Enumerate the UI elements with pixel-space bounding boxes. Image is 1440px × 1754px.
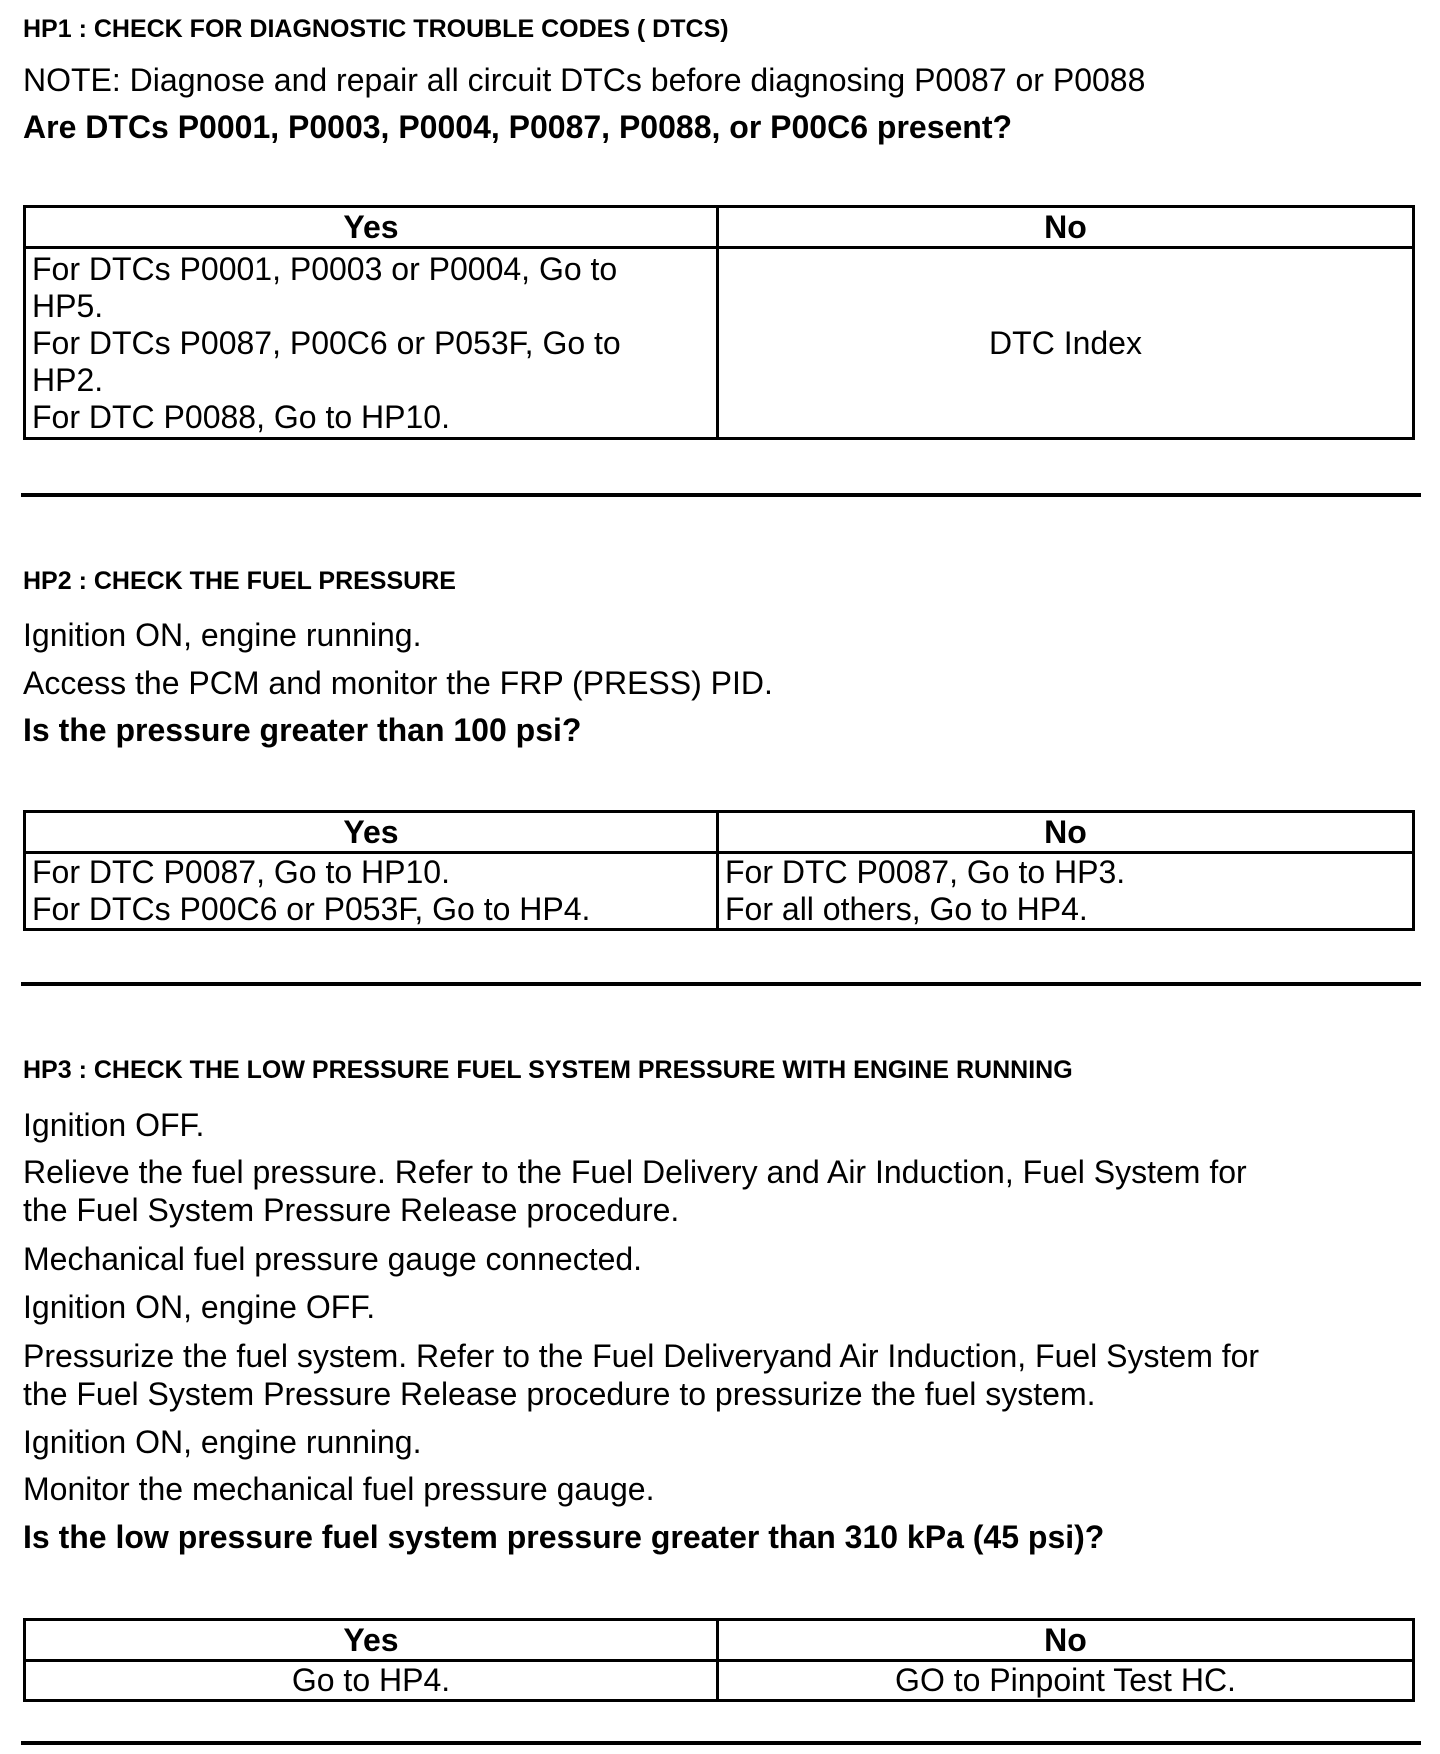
hp3-yes-cell: Go to HP4. — [25, 1661, 718, 1701]
hp1-heading: HP1 : CHECK FOR DIAGNOSTIC TROUBLE CODES ( DTCS) — [23, 15, 729, 43]
hp1-answer-table — [23, 205, 1415, 440]
hp1-yes-line: For DTCs P0001, P0003 or P0004, Go to — [32, 251, 618, 287]
hp3-step: Pressurize the fuel system. Refer to the Fuel Deliveryand Air Induction, Fuel System for — [23, 1338, 1260, 1374]
hp2-no-header: No — [718, 812, 1414, 853]
hp1-yes-line: For DTCs P0087, P00C6 or P053F, Go to — [32, 325, 621, 361]
hp2-heading: HP2 : CHECK THE FUEL PRESSURE — [23, 567, 456, 595]
hp3-divider — [21, 1741, 1421, 1745]
hp3-step: Monitor the mechanical fuel pressure gauge. — [23, 1471, 655, 1507]
hp3-no-header: No — [718, 1620, 1414, 1661]
hp3-step: Ignition ON, engine running. — [23, 1424, 422, 1460]
hp1-yes-header: Yes — [25, 207, 718, 248]
hp1-divider — [21, 493, 1421, 497]
hp1-yes-cell — [25, 248, 718, 439]
hp3-step: Mechanical fuel pressure gauge connected. — [23, 1241, 643, 1277]
hp3-heading: HP3 : CHECK THE LOW PRESSURE FUEL SYSTEM PRESSURE WITH ENGINE RUNNING — [23, 1056, 1073, 1084]
hp1-question: Are DTCs P0001, P0003, P0004, P0087, P0088, or P00C6 present? — [23, 109, 1013, 145]
hp2-yes-cell — [25, 853, 718, 930]
hp3-step: Relieve the fuel pressure. Refer to the Fuel Delivery and Air Induction, Fuel System for — [23, 1154, 1247, 1190]
hp1-note: NOTE: Diagnose and repair all circuit DTCs before diagnosing P0087 or P0088 — [23, 62, 1146, 98]
hp2-no-line: For DTC P0087, Go to HP3. — [725, 854, 1126, 890]
hp3-question: Is the low pressure fuel system pressure greater than 310 kPa (45 psi)? — [23, 1519, 1105, 1555]
hp2-no-line: For all others, Go to HP4. — [725, 891, 1088, 927]
hp2-yes-line: For DTCs P00C6 or P053F, Go to HP4. — [32, 891, 591, 927]
hp3-yes-header: Yes — [25, 1620, 718, 1661]
hp3-answer-table — [23, 1618, 1415, 1702]
hp3-step: Ignition ON, engine OFF. — [23, 1289, 376, 1325]
hp1-yes-line: HP5. — [32, 288, 104, 324]
hp3-step: Ignition OFF. — [23, 1107, 205, 1143]
hp2-answer-table — [23, 810, 1415, 931]
hp3-no-cell: GO to Pinpoint Test HC. — [718, 1661, 1414, 1701]
hp2-step: Access the PCM and monitor the FRP (PRESS) PID. — [23, 665, 773, 701]
hp3-step: the Fuel System Pressure Release procedure to pressurize the fuel system. — [23, 1376, 1096, 1412]
hp1-yes-line: HP2. — [32, 362, 104, 398]
hp1-no-cell: DTC Index — [718, 248, 1414, 439]
hp3-step: the Fuel System Pressure Release procedure. — [23, 1192, 680, 1228]
hp2-question: Is the pressure greater than 100 psi? — [23, 712, 582, 748]
hp2-divider — [21, 982, 1421, 986]
hp1-yes-line: For DTC P0088, Go to HP10. — [32, 399, 450, 435]
hp2-yes-header: Yes — [25, 812, 718, 853]
hp2-no-cell — [718, 853, 1414, 930]
hp1-no-header: No — [718, 207, 1414, 248]
hp2-yes-line: For DTC P0087, Go to HP10. — [32, 854, 450, 890]
hp2-step: Ignition ON, engine running. — [23, 617, 422, 653]
